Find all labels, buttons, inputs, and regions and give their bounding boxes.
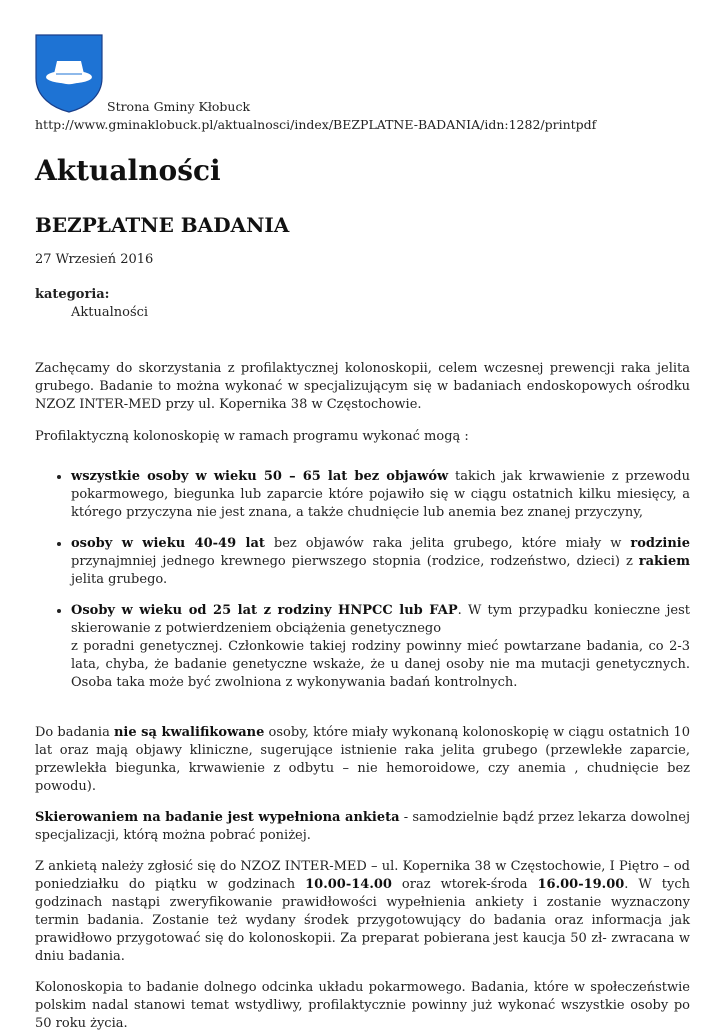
bold-text: rodzinie: [630, 536, 690, 551]
colonoscopy-paragraph: Kolonoskopia to badanie dolnego odcinka układu pokarmowego. Badania, które w społeczeństwie polskim nadal stanowi temat wstydliwy, profilaktycznie powinny już wykonać wszystkie osoby po 50 roku życia.: [35, 980, 690, 1031]
document-page: [35, 34, 690, 1033]
list-item: [71, 535, 690, 589]
list-item: [71, 602, 690, 692]
intro-paragraph: Zachęcamy do skorzystania z profilaktycznej kolonoskopii, celem wczesnej prewencji raka jelita grubego. Badanie to można wykonać w specjalizującym się w badaniach endoskopowych ośrodku NZOZ INTER-MED przy ul. Kopernika 38 w Częstochowie.: [35, 361, 690, 412]
paragraph-text: oraz wtorek-środa: [391, 877, 538, 892]
item-text: takich jak krwawienie z przewodu pokarmowego, biegunka lub zaparcie które pojawiło się w ciągu ostatnich kilku miesięcy, a którego przyczyna nie jest znana, a także chudnięcie lub anemia bez znanej przyczyny,: [71, 469, 691, 520]
paragraph-text: Do badania: [35, 725, 114, 740]
paragraph-text: Z ankietą należy zgłosić się do NZOZ INTER-MED – ul. Kopernika 38 w Częstochowie, I Piętro – od poniedziałku do piątku w godzinach: [35, 859, 690, 892]
bold-text: Osoby w wieku od 25 lat z rodziny HNPCC lub FAP: [71, 603, 458, 618]
contact-paragraph: [35, 858, 690, 966]
item-text: jelita grubego.: [71, 572, 168, 587]
category-value: Aktualności: [71, 305, 149, 320]
bold-text: rakiem: [638, 554, 690, 569]
item-text: z poradni genetycznej. Członkowie takiej rodziny powinny mieć powtarzane badania, co 2-3 lata, chyba, że badanie genetyczne wskaże, że u danej osoby nie ma mutacji genetycznych. Osoba taka może być zwolniona z wykonywania badań kontrolnych.: [71, 639, 690, 690]
coat-of-arms-icon: [35, 34, 103, 113]
bold-text: osoby w wieku 40-49 lat: [71, 536, 265, 551]
bold-text: nie są kwalifikowane: [113, 725, 265, 740]
paragraph-text: osoby, które miały wykonaną kolonoskopię w ciągu ostatnich 10 lat oraz mają objawy kliniczne, sugerujące istnienie raka jelita grubego (przewlekłe zaparcie, przewlekła biegunka, krwawienie z odbytu – nie hemoroidowe, czy anemia , chudnięcie bez powodu).: [35, 725, 690, 794]
article-date: 27 Wrzesień 2016: [35, 252, 154, 267]
item-text: przynajmniej jednego krewnego pierwszego stopnia (rodzice, rodzeństwo, dzieci) z: [71, 554, 639, 569]
who-can-paragraph: Profilaktyczną kolonoskopię w ramach programu wykonać mogą :: [35, 429, 469, 444]
bold-text: Skierowaniem na badanie jest wypełniona ankieta: [35, 810, 400, 825]
bold-text: 10.00-14.00: [305, 877, 392, 892]
article-title: BEZPŁATNE BADANIA: [35, 213, 290, 237]
item-text: . W tym przypadku konieczne jest skierowanie z potwierdzeniem obciążenia genetycznego: [71, 603, 691, 636]
print-url: http://www.gminaklobuck.pl/aktualnosci/index/BEZPLATNE-BADANIA/idn:1282/printpdf: [35, 117, 597, 132]
category-label: kategoria:: [35, 287, 110, 302]
bold-text: 16.00-19.00: [537, 877, 625, 892]
eligibility-list: [35, 468, 690, 692]
paragraph-text: - samodzielnie bądź przez lekarza dowolnej specjalizacji, którą można pobrać poniżej.: [35, 810, 690, 843]
site-name: Strona Gminy Kłobuck: [107, 99, 251, 114]
bold-text: wszystkie osoby w wieku 50 – 65 lat bez objawów: [71, 469, 449, 484]
section-title: Aktualności: [35, 154, 221, 187]
list-item: [71, 468, 690, 522]
referral-paragraph: [35, 809, 690, 845]
exclusion-paragraph: [35, 724, 690, 796]
paragraph-text: . W tych godzinach nastąpi zweryfikowanie prawidłowości wypełnienia ankiety i zostanie wyznaczony termin badania. Zostanie też wydany środek przygotowujący do badania oraz informacja jak prawidłowo przygotować się do kolonoskopii. Za preparat pobierana jest kaucja 50 zł- zwracana w dniu badania.: [35, 877, 691, 964]
print-header: [35, 34, 690, 131]
item-text: bez objawów raka jelita grubego, które miały w: [264, 536, 631, 551]
